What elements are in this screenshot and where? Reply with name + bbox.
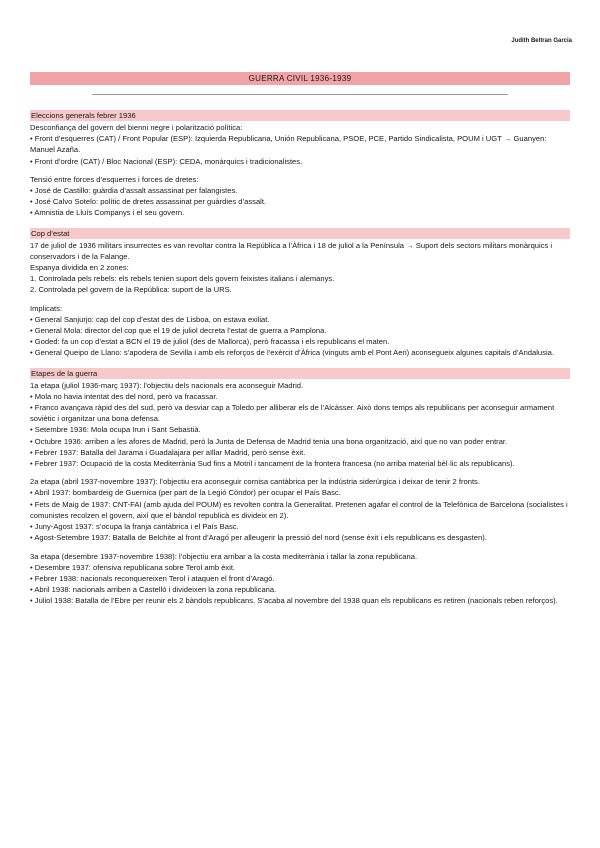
paragraph-line: • General Mola: director del cop que el 19 de juliol decreta l’estat de guerra a Pamplona. <box>30 326 327 336</box>
paragraph-line: • Agost-Setembre 1937: Batalla de Belchite al front d’Aragó per alleugerir la pressió del nord (sense èxit i els republicans es desgasten). <box>30 533 487 543</box>
paragraph-line: • José de Castillo: guàrdia d’assalt assassinat per falangistes. <box>30 186 238 196</box>
section-gap <box>30 219 570 228</box>
paragraph-line: • Abril 1938: nacionals arriben a Castelló i divideixen la zona republicana. <box>30 585 277 595</box>
paragraph-line: • General Sanjurjo: cap del cop d’estat des de Lisboa, on estava exiliat. <box>30 314 270 324</box>
paragraph-line: • General Queipo de Llano: s’apodera de Sevilla i amb els reforços de l’exèrcit d’Àfrica (vinguts amb el Pont Aeri) aconsegueix algunes capitals d’Andalusia. <box>30 348 554 358</box>
paragraph-line: • Desembre 1937: ofensiva republicana sobre Terol amb èxit. <box>30 562 236 572</box>
paragraph-line: 1. Controlada pels rebels: els rebels tenien suport dels govern feixistes italians i alemanys. <box>30 274 335 284</box>
paragraph-line: • Abril 1937: bombardeig de Guernica (per part de la Legió Còndor) per ocupar el País Basc. <box>30 488 341 498</box>
section-heading: Eleccions generals febrer 1936 <box>30 110 570 121</box>
paragraph-line: • Amnistia de Lluís Companys i el seu govern. <box>30 208 185 218</box>
paragraph-line: Implicats: <box>30 303 63 313</box>
paragraph-line: • Goded: fa un cop d’estat a BCN el 19 de juliol (des de Mallorca), però fracassa i els republicans el maten. <box>30 337 390 347</box>
paragraph-line: • Fets de Maig de 1937: CNT-FAI (amb ajuda del POUM) es revolten contra la Generalitat. Pretenen agafar el control de la Telefònica de Barcelona (socialistes i comunistes recolzen el govern, així que el bàndol republicà es divideix en 2). <box>30 499 568 520</box>
paragraph-line: 2. Controlada pel govern de la República: suport de la URS. <box>30 285 232 295</box>
section-heading: Cop d’estat <box>30 228 570 239</box>
paragraph-line: 1a etapa (juliol 1936-març 1937): l’objectiu dels nacionals era aconseguir Madrid. <box>30 380 304 390</box>
paragraph-line: 2a etapa (abril 1937-novembre 1937): l’objectiu era aconseguir cornisa cantàbrica per la indústria siderúrgica i deixar de tenir 2 fronts. <box>30 477 480 487</box>
paragraph-line: • Front d’esquerres (CAT) / Front Popular (ESP): Izquierda Republicana, Unión Republicana, PSOE, PCE, Partido Sindicalista, POUM i UGT → Guanyen: Manuel Azaña. <box>30 134 547 155</box>
section-heading: Etapes de la guerra <box>30 368 570 379</box>
paragraph-line: • Octubre 1936: arriben a les afores de Madrid, però la Junta de Defensa de Madrid tenia una bona organització, així que no van poder entrar. <box>30 436 508 446</box>
paragraph-line: • Febrer 1937: Batalla del Jarama i Guadalajara per aïllar Madrid, però sense èxit. <box>30 447 306 457</box>
paragraph-line: • Mola no havia intentat des del nord, però va fracassar. <box>30 391 218 401</box>
paragraph-line: • José Calvo Sotelo: polític de dretes assassinat per guàrdies d’assalt. <box>30 197 267 207</box>
author-name: Judith Beltran Garcia <box>511 38 572 44</box>
paragraph-line: • Juny-Agost 1937: s’ocupa la franja cantàbrica i el País Basc. <box>30 522 239 532</box>
paragraph-line: 3a etapa (desembre 1937-novembre 1938): l’objectiu era arribar a la costa mediterrània i tallar la zona republicana. <box>30 551 418 561</box>
paragraph-line: Espanya dividida en 2 zones: <box>30 263 129 273</box>
paragraph-gap <box>30 469 570 476</box>
paragraph-gap <box>30 296 570 303</box>
section-gap <box>30 359 570 368</box>
document-title: GUERRA CIVIL 1936-1939 <box>30 72 570 85</box>
paragraph-gap <box>30 544 570 551</box>
paragraph-line: Tensió entre forces d’esquerres i forces de dretes: <box>30 174 199 184</box>
title-divider <box>92 94 508 95</box>
paragraph-line: Desconfiança del govern del bienni negre i polarització política: <box>30 123 243 132</box>
paragraph-line: • Franco avançava ràpid des del sud, però va desviar cap a Toledo per alliberar els de l’Alcàsser. Això dons temps als republicans per aconseguir armament soviètic i organitzar una bona defensa. <box>30 403 555 424</box>
paragraph-line: • Febrer 1937: Ocupació de la costa Mediterrània Sud fins a Motril i tancament de la frontera francesa (no arriba material bèl·lic als republicans). <box>30 459 515 469</box>
paragraph-line: • Juliol 1938: Batalla de l’Ebre per reunir els 2 bàndols republicans. S’acaba al novembre del 1938 quan els republicans es retiren (nacionals reben reforços). <box>30 596 558 606</box>
paragraph-line: • Front d’ordre (CAT) / Bloc Nacional (ESP): CEDA, monàrquics i tradicionalistes. <box>30 156 303 166</box>
paragraph-line: 17 de juliol de 1936 militars insurrectes es van revoltar contra la República a l’Àfrica i 18 de juliol a la Península → Suport dels sectors militars monàrquics i conservadors i de la Falange. <box>30 240 553 261</box>
paragraph-gap <box>30 167 570 174</box>
paragraph-line: • Setembre 1936: Mola ocupa Irun i Sant Sebastià. <box>30 425 201 435</box>
document-body <box>30 110 570 607</box>
paragraph-line: • Febrer 1938: nacionals reconquereixen Terol i ataquen el front d’Aragó. <box>30 573 275 583</box>
